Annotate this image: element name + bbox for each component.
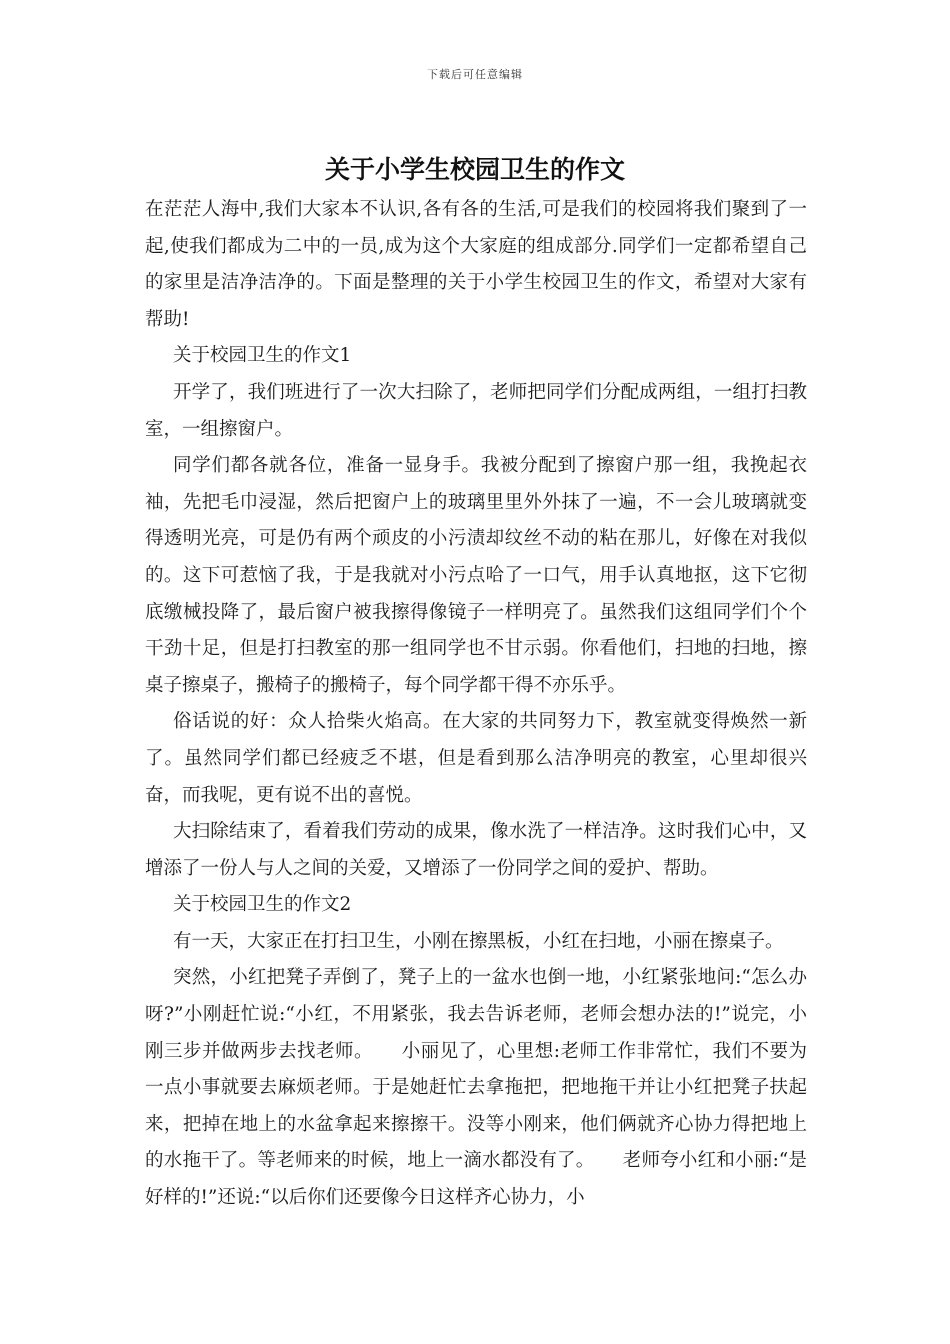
section-heading-1: 关于校园卫生的作文1: [173, 345, 352, 367]
paragraph: 大扫除结束了，看着我们劳动的成果，像水洗了一样洁净。这时我们心中，又增添了一份人与人之间的关爱，又增添了一份同学之间的爱护、帮助。: [145, 821, 807, 879]
document-title: 关于小学生校园卫生的作文: [324, 155, 625, 184]
paragraph: 同学们都各就各位，准备一显身手。我被分配到了擦窗户那一组，我挽起衣袖，先把毛巾浸湿，然后把窗户上的玻璃里里外外抹了一遍，不一会儿玻璃就变得透明光亮，可是仍有两个顽皮的小污渍却纹丝不动的粘在那儿，好像在对我似的。这下可惹恼了我，于是我就对小污点哈了一口气，用手认真地抠，这下它彻底缴械投降了，最后窗户被我擦得像镜子一样明亮了。虽然我们这组同学们个个干劲十足，但是打扫教室的那一组同学也不甘示弱。你看他们，扫地的扫地，擦桌子擦桌子，搬椅子的搬椅子，每个同学都干得不亦乐乎。: [145, 455, 807, 696]
header-note: 下载后可任意编辑: [427, 68, 523, 81]
paragraph: 开学了，我们班进行了一次大扫除了，老师把同学们分配成两组，一组打扫教室，一组擦窗户。: [145, 381, 807, 440]
paragraph: 俗话说的好：众人拾柴火焰高。在大家的共同努力下，教室就变得焕然一新了。虽然同学们都已经疲乏不堪，但是看到那么洁净明亮的教室，心里却很兴奋，而我呢，更有说不出的喜悦。: [145, 711, 807, 806]
intro-paragraph: 在茫茫人海中,我们大家本不认识,各有各的生活,可是我们的校园将我们聚到了一起,使我们都成为二中的一员,成为这个大家庭的组成部分.同学们一定都希望自己的家里是洁净洁净的。下面是整理的关于小学生校园卫生的作文，希望对大家有帮助!: [145, 199, 807, 330]
paragraph: 有一天，大家正在打扫卫生，小刚在擦黑板，小红在扫地，小丽在擦桌子。: [173, 930, 784, 952]
section-heading-2: 关于校园卫生的作文2: [173, 894, 352, 916]
paragraph: 突然，小红把凳子弄倒了，凳子上的一盆水也倒一地，小红紧张地问:“怎么办呀?”小刚赶忙说:“小红，不用紧张，我去告诉老师，老师会想办法的!”说完，小刚三步并做两步去找老师。 小丽见了，心里想:老师工作非常忙，我们不要为一点小事就要去麻烦老师。于是她赶忙去拿拖把，把地拖干并让小红把凳子扶起来，把掉在地上的水盆拿起来擦擦干。没等小刚来，他们俩就齐心协力得把地上的水拖干了。等老师来的时候，地上一滴水都没有了。 老师夸小红和小丽:“是好样的!”还说:“以后你们还要像今日这样齐心协力，小: [145, 967, 807, 1209]
document-body: [145, 192, 807, 1217]
